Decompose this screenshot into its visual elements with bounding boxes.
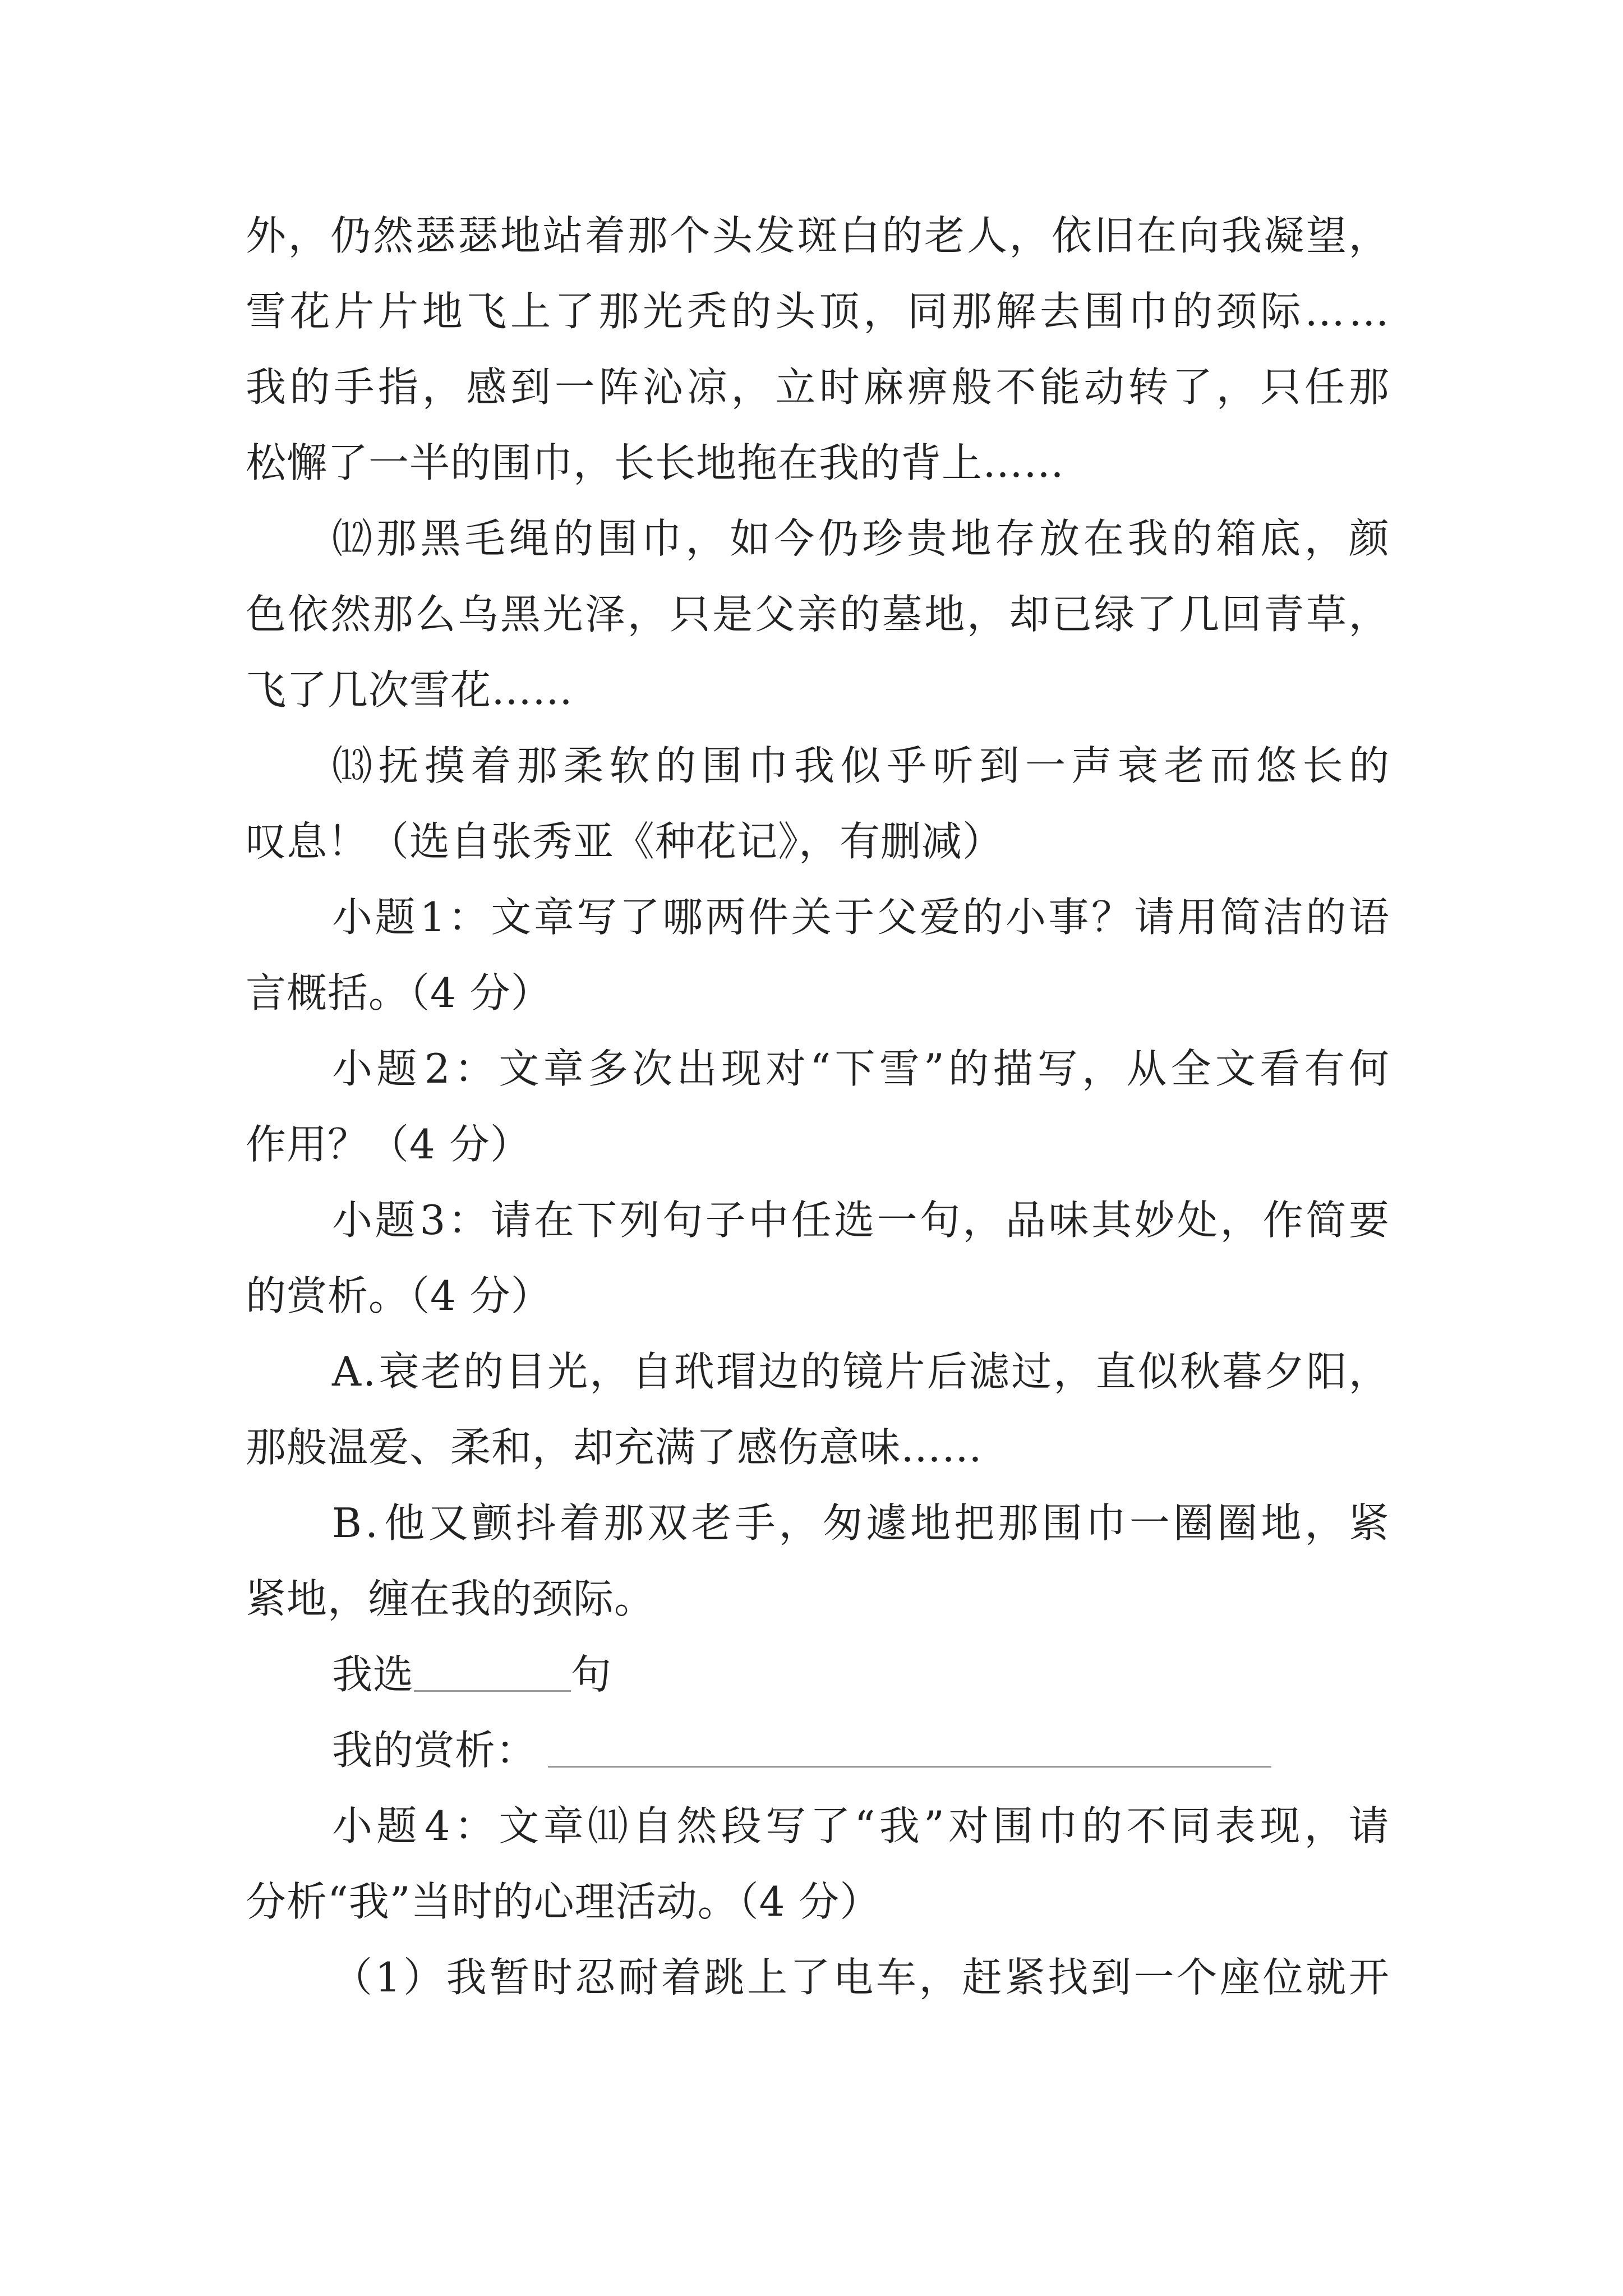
question-3-cont: 的赏析。（4 分） [246, 1272, 552, 1319]
option-b-cont: 紧地，缠在我的颈际。 [246, 1575, 656, 1622]
analysis-label: 我的赏析： [332, 1727, 537, 1774]
answer-1: （ 1 ） 我 暂 时 忍 耐 着 跳 上 了 电 车 ， 赶 紧 找 到 一 个 座 位 就 开 [332, 1954, 1390, 2001]
question-4: 小 题 4 ： 文 章 ⑾ 自 然 段 写 了 “ 我 ” 对 围 巾 的 不 同 表 现 ， 请 [332, 1802, 1390, 1849]
question-1-cont: 言概括。（4 分） [246, 969, 552, 1016]
question-1: 小 题 1 ： 文 章 写 了 哪 两 件 关 于 父 爱 的 小 事 ？ 请 用 简 洁 的 语 [332, 894, 1390, 941]
option-a: A . 衰 老 的 目 光 ， 自 玳 瑁 边 的 镜 片 后 滤 过 ， 直 似 秋 暮 夕 阳 ， [332, 1348, 1390, 1395]
question-4-cont: 分析“我”当时的心理活动。（4 分） [246, 1878, 881, 1925]
text-line: 飞了几次雪花…… [246, 666, 574, 714]
text-line: 我 的 手 指 ， 感 到 一 阵 沁 凉 ， 立 时 麻 痹 般 不 能 动 转 了 ， 只 任 那 [246, 364, 1390, 411]
option-b: B . 他 又 颤 抖 着 那 双 老 手 ， 匆 遽 地 把 那 围 巾 一 圈 圈 地 ， 紧 [332, 1499, 1390, 1547]
text-line: 色 依 然 那 么 乌 黑 光 泽 ， 只 是 父 亲 的 墓 地 ， 却 已 绿 了 几 回 青 草 ， [246, 591, 1390, 638]
paragraph-13-start: ⒀ 抚 摸 着 那 柔 软 的 围 巾 我 似 乎 听 到 一 声 衰 老 而 悠 长 的 [332, 742, 1390, 789]
source-note: 叹息！（选自张秀亚《种花记》，有删减） [246, 818, 1004, 865]
analysis-line [332, 1717, 1476, 1784]
text-line: 外 ， 仍 然 瑟 瑟 地 站 着 那 个 头 发 斑 白 的 老 人 ， 依 旧 在 向 我 凝 望 ， [246, 212, 1390, 259]
choice-blank[interactable] [414, 1657, 571, 1692]
paragraph-12-start: ⑿ 那 黑 毛 绳 的 围 巾 ， 如 今 仍 珍 贵 地 存 放 在 我 的 箱 底 ， 颜 [332, 515, 1390, 562]
analysis-blank[interactable] [548, 1732, 1271, 1768]
text-line: 雪 花 片 片 地 飞 上 了 那 光 秃 的 头 顶 ， 同 那 解 去 围 巾 的 颈 际 … … [246, 288, 1390, 335]
option-a-cont: 那般温爱、柔和，却充满了感伤意味…… [246, 1424, 983, 1471]
choice-line [332, 1641, 1476, 1708]
question-3: 小 题 3 ： 请 在 下 列 句 子 中 任 选 一 句 ， 品 味 其 妙 处 ， 作 简 要 [332, 1197, 1390, 1244]
question-2-cont: 作用？（4 分） [246, 1121, 531, 1168]
choice-label: 我选 [332, 1651, 414, 1698]
question-2: 小 题 2 ： 文 章 多 次 出 现 对 “ 下 雪 ” 的 描 写 ， 从 全 文 看 有 何 [332, 1045, 1390, 1092]
choice-suffix: 句 [571, 1651, 612, 1698]
text-line: 松懈了一半的围巾，长长地拖在我的背上…… [246, 439, 1065, 486]
